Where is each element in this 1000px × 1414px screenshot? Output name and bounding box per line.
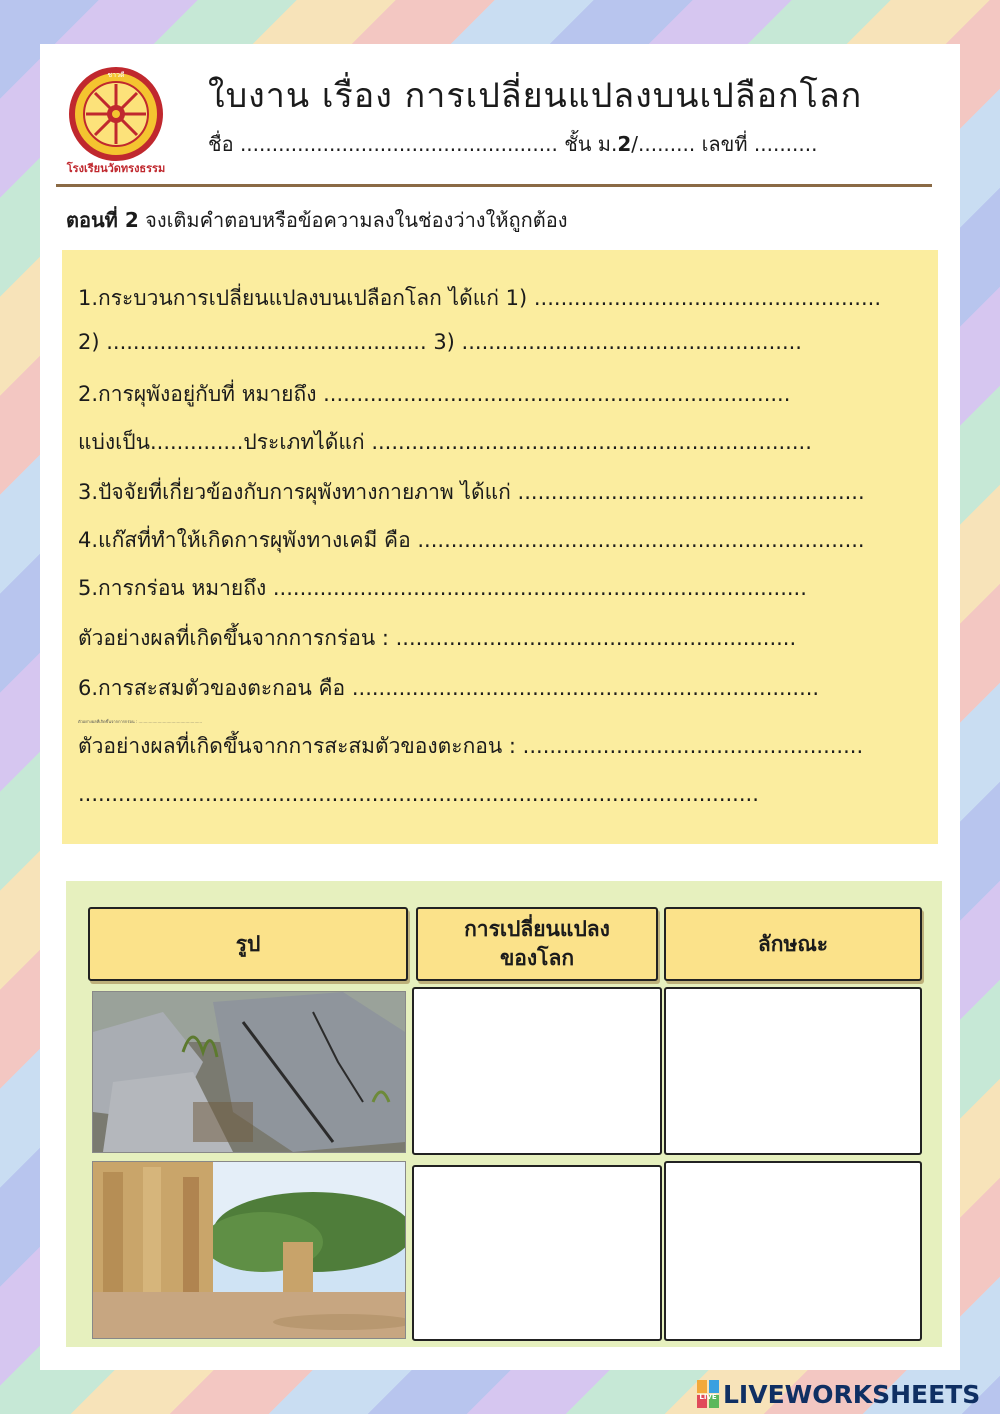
earth-pillar-photo xyxy=(92,1161,406,1339)
school-logo xyxy=(58,60,174,176)
question-line[interactable]: 3.ปัจจัยที่เกี่ยวข้องกับการผุพังทางกายภาพ ได้แก่ .................................................... xyxy=(78,480,865,504)
question-line[interactable]: 5.การกร่อน หมายถึง ................................................................................ xyxy=(78,576,807,600)
instruction xyxy=(66,204,568,236)
answer-cell-characteristic-2[interactable] xyxy=(664,1161,922,1341)
question-line[interactable]: แบ่งเป็น..............ประเภทได้แก่ .................................................................. xyxy=(78,430,812,454)
question-box xyxy=(62,250,938,844)
question-line[interactable]: ...................................................................................................... xyxy=(78,782,759,806)
class-number: 2 xyxy=(617,132,632,156)
logo-top-text: ชาวดี xyxy=(107,71,125,79)
student-info-line xyxy=(208,128,938,160)
header-divider xyxy=(56,184,932,187)
column-header-change xyxy=(416,907,658,981)
number-field[interactable]: เลขที่ .......... xyxy=(701,132,818,156)
question-line[interactable]: 2) ................................................ 3) ................................................... xyxy=(78,330,802,354)
worksheet-page xyxy=(40,44,960,1370)
liveworksheets-brand xyxy=(697,1378,980,1410)
icon-letters: LIVE xyxy=(699,1393,717,1401)
table-box xyxy=(66,881,942,1347)
question-line[interactable]: ตัวอย่างผลที่เกิดขึ้นจากการสะสมตัวของตะกอน : ................................................... xyxy=(78,734,864,758)
column-header-picture-label: รูป xyxy=(235,931,261,956)
logo-school-name: โรงเรียนวัดทรงธรรม xyxy=(66,162,166,175)
question-line[interactable]: 6.การสะสมตัวของตะกอน คือ ...................................................................... xyxy=(78,676,820,700)
question-line[interactable]: 1.กระบวนการเปลี่ยนแปลงบนเปลือกโลก ได้แก่ 1) .................................................... xyxy=(78,286,881,310)
page-title: ใบงาน เรื่อง การเปลี่ยนแปลงบนเปลือกโลก xyxy=(208,76,863,116)
answer-cell-change-2[interactable] xyxy=(412,1165,662,1341)
question-line[interactable]: ตัวอย่างผลที่เกิดขึ้นจากการกร่อน : ............................................................ xyxy=(78,626,797,650)
column-header-characteristic-label: ลักษณะ xyxy=(757,931,829,956)
column-header-change-label: การเปลี่ยนแปลง ของโลก xyxy=(464,916,610,970)
liveworksheets-text: LIVEWORKSHEETS xyxy=(723,1379,981,1409)
name-field[interactable]: ชื่อ .................................................. xyxy=(208,132,558,156)
instruction-part: ตอนที่ 2 xyxy=(66,208,139,232)
class-label: ชั้น ม. xyxy=(564,132,618,156)
cracked-rock-photo xyxy=(92,991,406,1153)
question-line[interactable]: 4.แก๊สที่ทำให้เกิดการผุพังทางเคมี คือ ................................................................... xyxy=(78,528,865,552)
instruction-text: จงเติมคำตอบหรือข้อความลงในช่องว่างให้ถูกต้อง xyxy=(145,208,568,232)
answer-cell-characteristic-1[interactable] xyxy=(664,987,922,1155)
class-field[interactable]: /......... xyxy=(631,132,696,156)
tiny-note: ตัวอย่างผลที่เกิดขึ้นจากการกร่อน : .................................................. xyxy=(78,719,203,724)
liveworksheets-icon xyxy=(697,1380,719,1408)
column-header-picture xyxy=(88,907,408,981)
question-line[interactable]: 2.การผุพังอยู่กับที่ หมายถึง ...................................................................... xyxy=(78,382,791,406)
answer-cell-change-1[interactable] xyxy=(412,987,662,1155)
column-header-characteristic xyxy=(664,907,922,981)
